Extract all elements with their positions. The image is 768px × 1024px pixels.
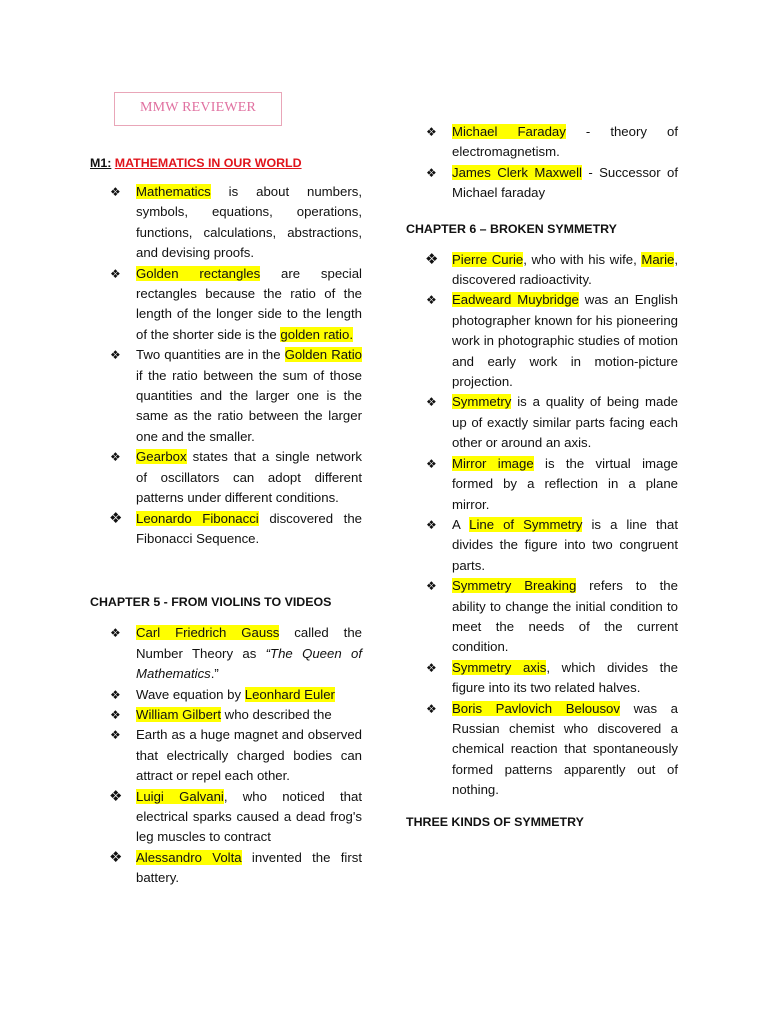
right-column: [406, 122, 678, 831]
item-text: - theory of electromagnetism.: [452, 124, 678, 160]
item-text: who described the: [221, 706, 332, 722]
list-item: [406, 658, 678, 699]
list-item: [90, 623, 362, 684]
list-item: [90, 787, 362, 848]
diamond-bullet-icon: ❖: [426, 517, 437, 532]
item-text: is about numbers, symbols, equations, operations, functions, calculations, abstractions, and devising proofs.: [136, 184, 362, 261]
m1-title: MATHEMATICS IN OUR WORLD: [114, 156, 302, 170]
item-text: is the virtual image formed by a reflection in a plane mirror.: [452, 455, 678, 512]
diamond-bullet-icon: ❖: [426, 125, 437, 139]
diamond-bullet-icon: ❖: [110, 185, 121, 199]
highlight-term: Carl Friedrich Gauss: [136, 625, 280, 641]
item-text: invented the first battery.: [136, 849, 362, 886]
title-box: [114, 92, 282, 126]
diamond-bullet-icon: ❖: [110, 707, 121, 722]
chapter5-list: [90, 623, 362, 888]
list-item: [90, 509, 362, 550]
item-text: discovered the Fibonacci Sequence.: [136, 510, 362, 546]
highlight-term: James Clerk Maxwell: [452, 164, 582, 180]
item-text: called the Number Theory as: [136, 625, 362, 661]
item-text: was an English photographer known for his pioneering work in photographic studies of motion and early work in motion-picture projection.: [452, 292, 678, 390]
highlight-term: Line of Symmetry: [469, 516, 583, 532]
list-item: [406, 576, 678, 658]
list-item: [406, 392, 678, 453]
highlight-term: Leonhard Euler: [244, 686, 335, 702]
item-text: is a line that divides the figure into two congruent parts.: [452, 516, 678, 573]
highlight-term: Symmetry axis: [452, 659, 547, 675]
diamond-bullet-icon: ❖: [110, 266, 121, 281]
item-text: , who with his wife,: [523, 251, 642, 267]
item-quote: “The Queen of Mathematics: [136, 645, 362, 682]
list-item: [90, 705, 362, 725]
diamond-bullet-icon: ❖: [109, 787, 123, 805]
diamond-bullet-icon: ❖: [110, 687, 121, 702]
list-item: [90, 264, 362, 346]
highlight-term: Golden rectangles: [136, 265, 261, 281]
item-text: - Successor of Michael faraday: [452, 164, 678, 201]
highlight-term: Pierre Curie: [452, 251, 524, 267]
diamond-bullet-icon: ❖: [426, 395, 437, 410]
diamond-bullet-icon: ❖: [110, 728, 121, 743]
diamond-bullet-icon: ❖: [426, 456, 437, 471]
chapter6-list: [406, 250, 678, 801]
highlight-term: golden ratio.: [280, 326, 353, 342]
diamond-bullet-icon: ❖: [426, 701, 437, 716]
highlight-term: Mathematics: [136, 184, 211, 199]
item-text: Wave equation by: [136, 686, 245, 702]
highlight-term: Gearbox: [136, 449, 187, 465]
m1-heading: [90, 154, 362, 172]
top-list: [406, 122, 678, 204]
highlight-term: Boris Pavlovich Belousov: [452, 700, 620, 716]
list-item: [90, 447, 362, 508]
list-item: [406, 250, 678, 291]
left-column: [90, 154, 362, 889]
highlight-term: Eadweard Muybridge: [452, 292, 579, 308]
diamond-bullet-icon: ❖: [426, 660, 437, 675]
diamond-bullet-icon: ❖: [426, 579, 437, 594]
list-item: [90, 345, 362, 447]
item-text: if the ratio between the sum of those quantities and the larger one is the same as the ratio between the larger one and the smaller.: [136, 367, 362, 444]
item-text: A: [452, 516, 470, 532]
highlight-term: Golden Ratio: [284, 347, 362, 363]
highlight-term: Luigi Galvani: [136, 788, 224, 804]
chapter5-heading: CHAPTER 5 - FROM VIOLINS TO VIDEOS: [90, 595, 332, 610]
chapter6-heading: CHAPTER 6 – BROKEN SYMMETRY: [406, 221, 617, 236]
item-text: refers to the ability to change the initial condition to meet the needs of the current condition.: [452, 578, 678, 655]
m1-list: [90, 182, 362, 549]
item-text: , discovered radioactivity.: [452, 251, 679, 288]
list-item: [406, 454, 678, 515]
highlight-term: Symmetry: [452, 394, 512, 410]
diamond-bullet-icon: ❖: [110, 450, 121, 465]
item-text: was a Russian chemist who discovered a chemical reaction that spontaneously formed patterns apparently out of nothing.: [452, 700, 678, 798]
diamond-bullet-icon: ❖: [109, 848, 123, 866]
list-item: [90, 182, 362, 264]
list-item: [406, 290, 678, 392]
highlight-term: Marie: [641, 251, 675, 267]
list-item: [406, 163, 678, 204]
diamond-bullet-icon: ❖: [426, 165, 437, 180]
three-kinds-heading: THREE KINDS OF SYMMETRY: [406, 814, 584, 829]
item-text: states that a single network of oscillators can adopt different patterns under different conditions.: [136, 449, 362, 506]
item-text: .”: [210, 666, 219, 682]
diamond-bullet-icon: ❖: [109, 509, 123, 527]
item-text: is a quality of being made up of exactly similar parts facing each other or around an axis.: [452, 394, 678, 451]
m1-prefix: M1:: [90, 156, 112, 170]
diamond-bullet-icon: ❖: [110, 348, 121, 363]
diamond-bullet-icon: ❖: [110, 626, 121, 641]
diamond-bullet-icon: ❖: [425, 250, 439, 268]
item-text: , which divides the figure into its two related halves.: [452, 659, 678, 696]
highlight-term: William Gilbert: [136, 706, 221, 722]
item-text: Earth as a huge magnet and observed that electrically charged bodies can attract or repel each other.: [136, 727, 362, 784]
highlight-term: Alessandro Volta: [136, 849, 242, 865]
page-title: MMW REVIEWER: [139, 100, 257, 115]
list-item: [90, 725, 362, 786]
list-item: [406, 122, 678, 163]
list-item: [406, 699, 678, 801]
item-text: are special rectangles because the ratio of the length of the longer side to the length of the shorter side is the: [136, 265, 362, 342]
list-item: [90, 685, 362, 705]
highlight-term: Mirror image: [452, 455, 534, 471]
highlight-term: Michael Faraday: [452, 124, 566, 139]
highlight-term: Symmetry Breaking: [452, 578, 577, 594]
list-item: [90, 848, 362, 889]
highlight-term: Leonardo Fibonacci: [136, 510, 259, 526]
item-text: , who noticed that electrical sparks caused a dead frog's leg muscles to contract: [136, 788, 362, 845]
diamond-bullet-icon: ❖: [426, 293, 437, 308]
item-text: Two quantities are in the: [136, 347, 285, 363]
list-item: [406, 515, 678, 576]
